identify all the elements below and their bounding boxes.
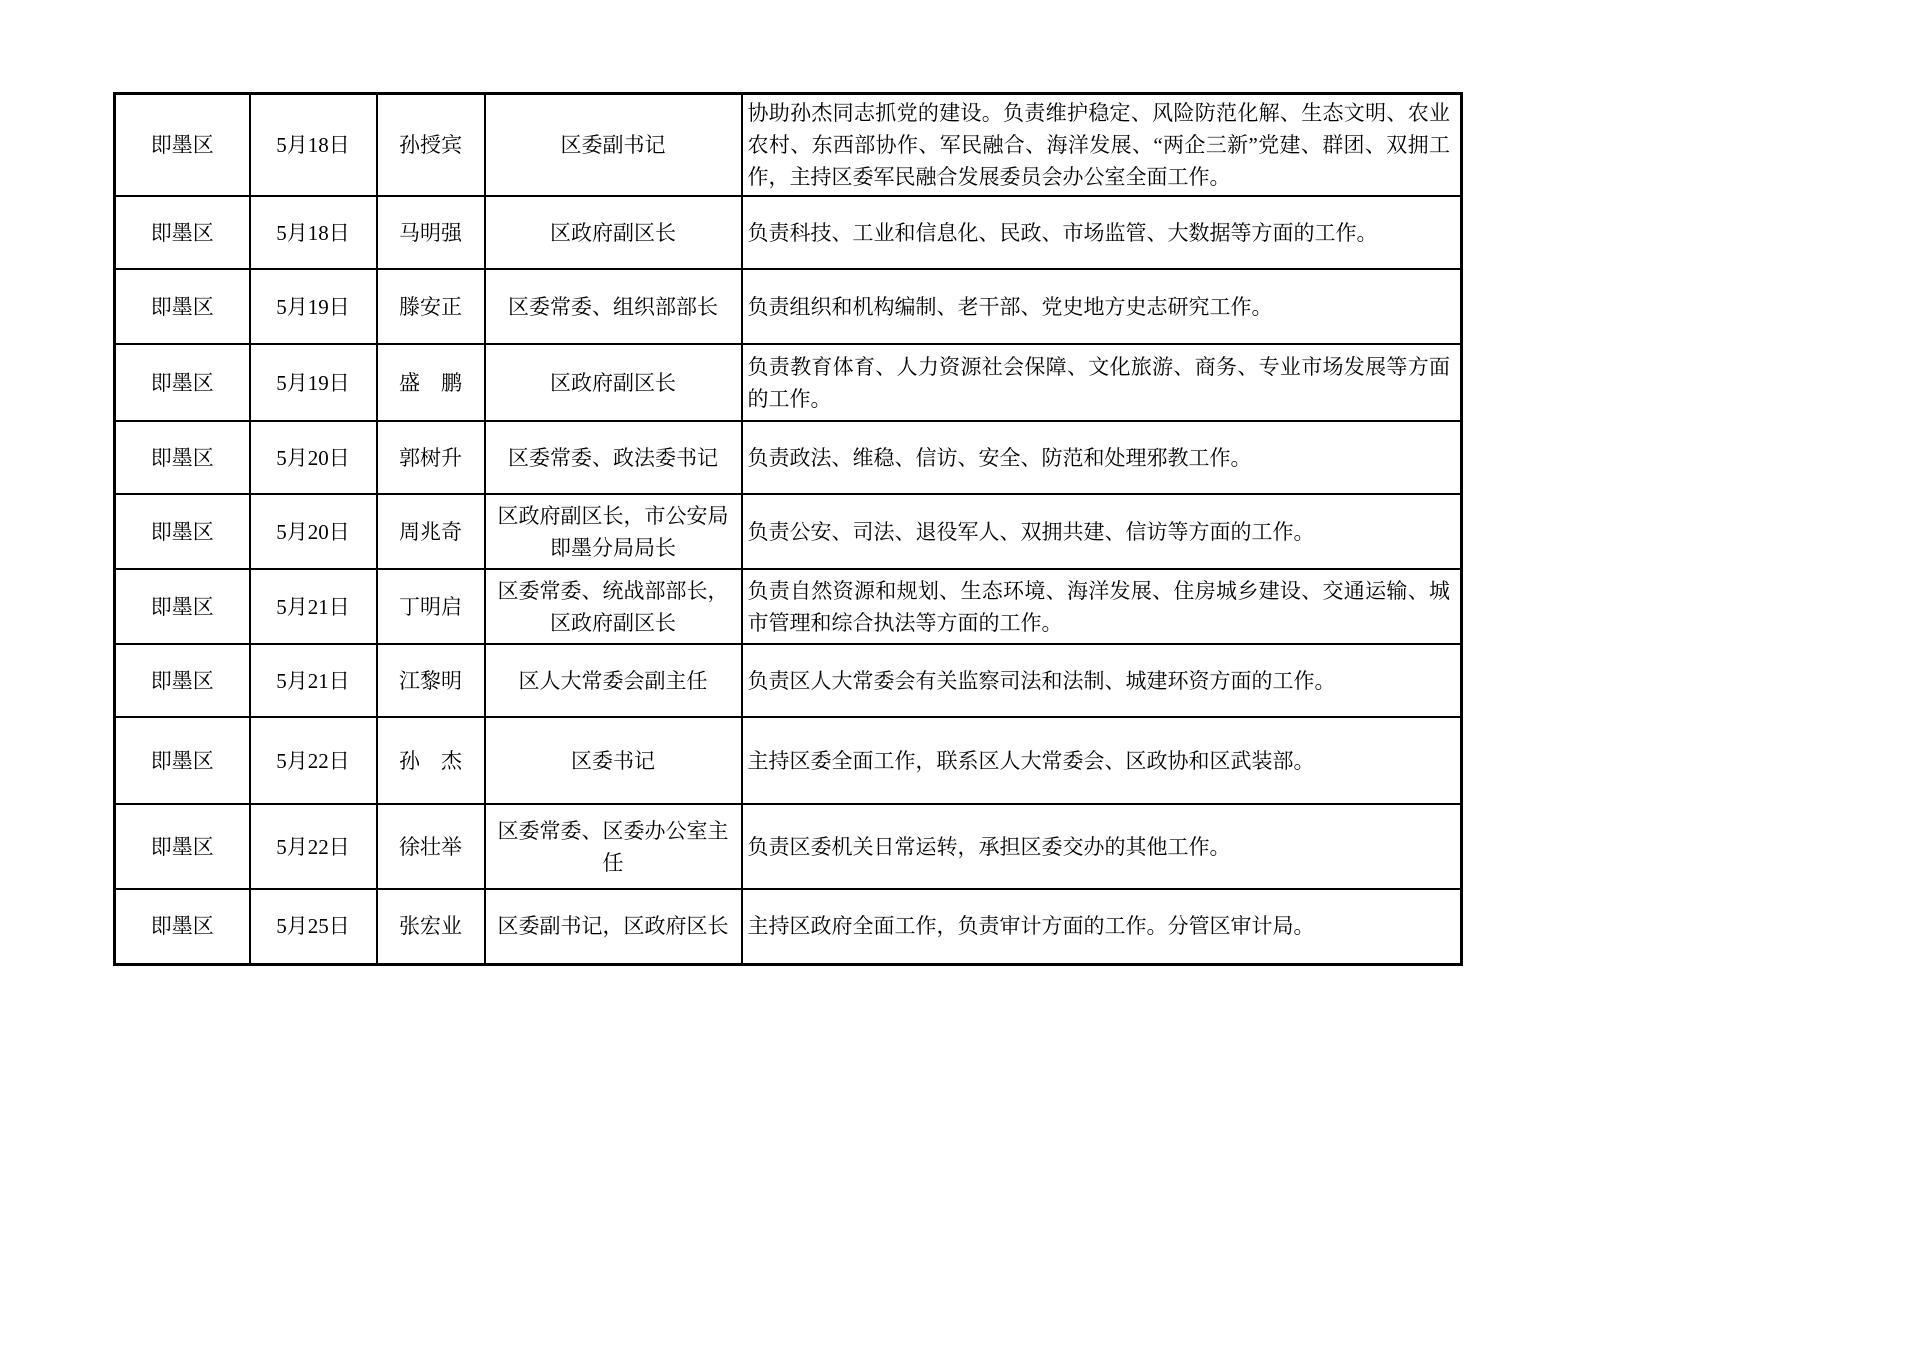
name-cell: 张宏业 [377, 889, 485, 964]
table-row [115, 569, 1462, 644]
duties-cell: 负责公安、司法、退役军人、双拥共建、信访等方面的工作。 [742, 494, 1462, 569]
date-cell: 5月19日 [250, 344, 377, 421]
name-cell: 孙 杰 [377, 717, 485, 804]
position-cell: 区委副书记 [485, 94, 742, 197]
position-cell: 区委常委、统战部部长，区政府副区长 [485, 569, 742, 644]
duties-cell: 负责自然资源和规划、生态环境、海洋发展、住房城乡建设、交通运输、城市管理和综合执法等方面的工作。 [742, 569, 1462, 644]
position-cell: 区政府副区长，市公安局即墨分局局长 [485, 494, 742, 569]
district-cell: 即墨区 [115, 569, 250, 644]
table-row [115, 421, 1462, 494]
date-cell: 5月18日 [250, 196, 377, 269]
name-cell: 孙授宾 [377, 94, 485, 197]
duties-cell: 负责科技、工业和信息化、民政、市场监管、大数据等方面的工作。 [742, 196, 1462, 269]
position-cell: 区委常委、区委办公室主任 [485, 804, 742, 889]
date-cell: 5月25日 [250, 889, 377, 964]
position-cell: 区委常委、政法委书记 [485, 421, 742, 494]
table-row [115, 804, 1462, 889]
district-cell: 即墨区 [115, 804, 250, 889]
district-cell: 即墨区 [115, 494, 250, 569]
position-cell: 区委副书记，区政府区长 [485, 889, 742, 964]
table-row [115, 344, 1462, 421]
district-cell: 即墨区 [115, 889, 250, 964]
district-cell: 即墨区 [115, 717, 250, 804]
position-cell: 区人大常委会副主任 [485, 644, 742, 717]
date-cell: 5月20日 [250, 421, 377, 494]
position-cell: 区政府副区长 [485, 196, 742, 269]
table-body [115, 94, 1462, 965]
duties-cell: 负责组织和机构编制、老干部、党史地方史志研究工作。 [742, 269, 1462, 344]
date-cell: 5月20日 [250, 494, 377, 569]
date-cell: 5月18日 [250, 94, 377, 197]
duties-cell: 主持区政府全面工作，负责审计方面的工作。分管区审计局。 [742, 889, 1462, 964]
table-row [115, 644, 1462, 717]
table-row [115, 717, 1462, 804]
district-cell: 即墨区 [115, 344, 250, 421]
table-row [115, 269, 1462, 344]
name-cell: 郭树升 [377, 421, 485, 494]
district-cell: 即墨区 [115, 644, 250, 717]
table-row [115, 196, 1462, 269]
duties-cell: 主持区委全面工作，联系区人大常委会、区政协和区武装部。 [742, 717, 1462, 804]
name-cell: 丁明启 [377, 569, 485, 644]
district-cell: 即墨区 [115, 421, 250, 494]
duties-cell: 协助孙杰同志抓党的建设。负责维护稳定、风险防范化解、生态文明、农业农村、东西部协作、军民融合、海洋发展、“两企三新”党建、群团、双拥工作，主持区委军民融合发展委员会办公室全面工作。 [742, 94, 1462, 197]
district-cell: 即墨区 [115, 94, 250, 197]
position-cell: 区委常委、组织部部长 [485, 269, 742, 344]
date-cell: 5月22日 [250, 717, 377, 804]
duties-cell: 负责区委机关日常运转，承担区委交办的其他工作。 [742, 804, 1462, 889]
officials-table [113, 92, 1463, 966]
district-cell: 即墨区 [115, 196, 250, 269]
table-row [115, 94, 1462, 197]
position-cell: 区政府副区长 [485, 344, 742, 421]
table-row [115, 889, 1462, 964]
name-cell: 江黎明 [377, 644, 485, 717]
duties-cell: 负责政法、维稳、信访、安全、防范和处理邪教工作。 [742, 421, 1462, 494]
duties-cell: 负责教育体育、人力资源社会保障、文化旅游、商务、专业市场发展等方面的工作。 [742, 344, 1462, 421]
district-cell: 即墨区 [115, 269, 250, 344]
name-cell: 盛 鹏 [377, 344, 485, 421]
date-cell: 5月22日 [250, 804, 377, 889]
name-cell: 徐壮举 [377, 804, 485, 889]
position-cell: 区委书记 [485, 717, 742, 804]
table-row [115, 494, 1462, 569]
duties-cell: 负责区人大常委会有关监察司法和法制、城建环资方面的工作。 [742, 644, 1462, 717]
date-cell: 5月21日 [250, 569, 377, 644]
date-cell: 5月21日 [250, 644, 377, 717]
name-cell: 马明强 [377, 196, 485, 269]
name-cell: 滕安正 [377, 269, 485, 344]
date-cell: 5月19日 [250, 269, 377, 344]
name-cell: 周兆奇 [377, 494, 485, 569]
